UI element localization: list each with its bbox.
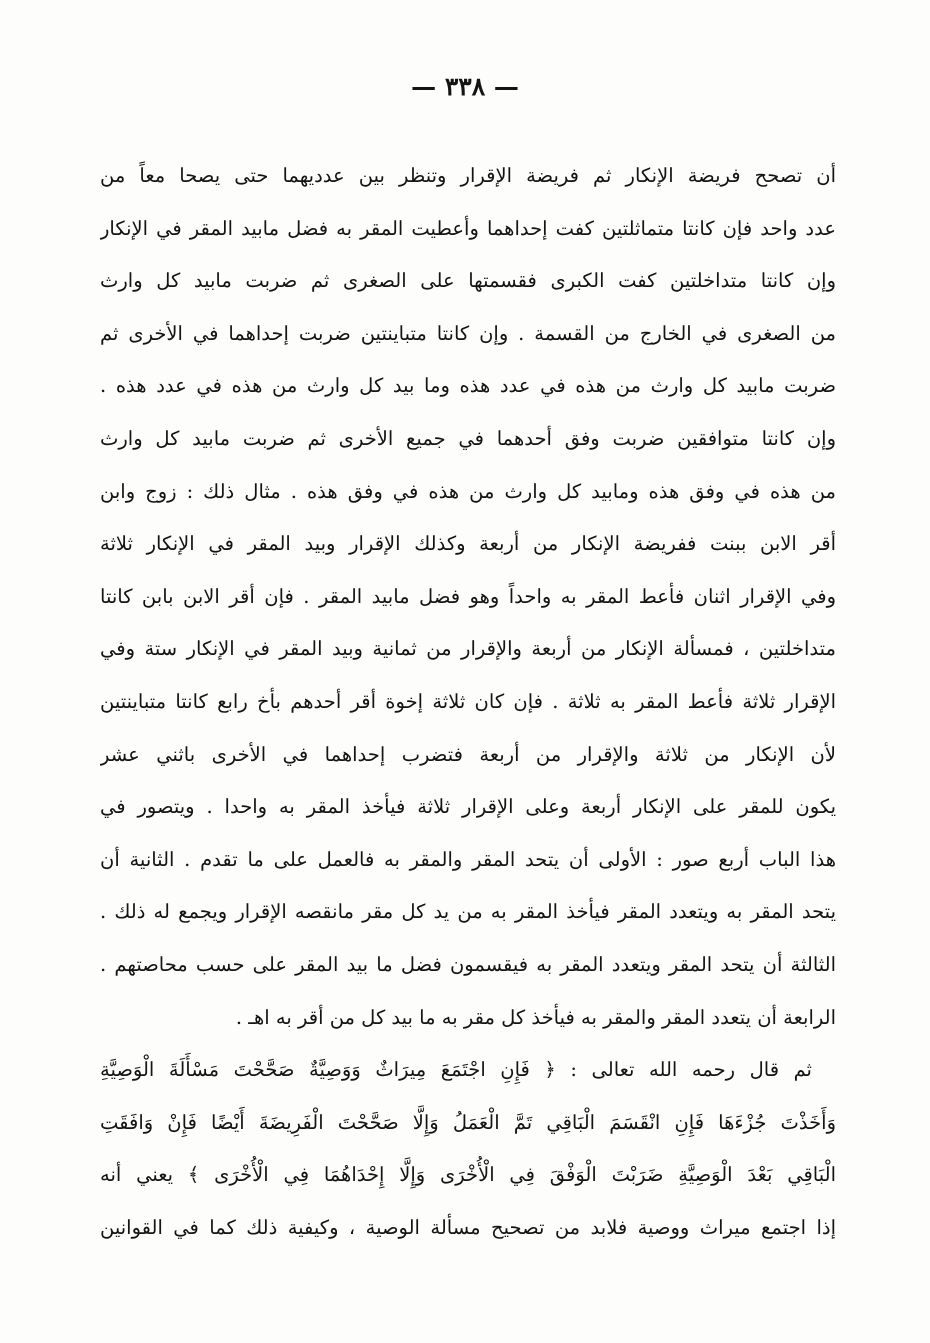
text-line: وَأَخَذْتَ جُزْءَهَا فَإِنِ انْقَسَمَ الْبَاقِي تَمَّ الْعَمَلُ وَإِلَّا صَحَّحْتَ الْفَرِيضَةَ أَيْضًا فَإِنْ وَافَقَتِ: [100, 1110, 836, 1134]
text-line: من هذه في وفق هذه ومابيد كل وارث من هذه في وفق هذه . مثال ذلك : زوج وابن: [100, 479, 836, 503]
text-line: ثم قال رحمه الله تعالى : ﴿ فَإِنِ اجْتَمَعَ مِيرَاثٌ وَوَصِيَّةٌ صَحَّحْتَ مَسْأَلَةَ الْوَصِيَّةِ: [100, 1058, 812, 1082]
text-line: يكون للمقر على الإنكار أربعة وعلى الإقرار ثلاثة فيأخذ المقر به واحدا . ويتصور في: [100, 795, 836, 819]
text-line: متداخلتين ، فمسألة الإنكار من أربعة والإقرار من ثمانية وبيد المقر في الإنكار ستة وفي: [100, 637, 836, 661]
page-number: — ٣٣٨ —: [411, 72, 519, 101]
text-line: أن تصحح فريضة الإنكار ثم فريضة الإقرار وتنظر بين عدديهما حتى يصحا معاً من: [100, 164, 836, 187]
text-line: يتحد المقر به ويتعدد المقر فيأخذ المقر به من يد كل مقر مانقصه الإقرار ويجمع له ذلك .: [100, 900, 836, 924]
text-line: وإن كانتا متوافقين ضربت وفق أحدهما في جميع الأخرى ثم ضربت مابيد كل وارث: [100, 426, 836, 450]
text-line: ضربت مابيد كل وارث من هذه في عدد هذه وما بيد كل وارث من هذه في عدد هذه .: [100, 374, 836, 398]
text-line: وإن كانتا متداخلتين كفت الكبرى فقسمتها على الصغرى ثم ضربت مابيد كل وارث: [100, 269, 836, 293]
text-line: وفي الإقرار اثنان فأعط المقر به واحداً وهو فضل مابيد المقر . فإن أقر الابن بابن كانتا: [100, 584, 836, 608]
text-line: عدد واحد فإن كانتا متماثلتين كفت إحداهما وأعطيت المقر به فضل مابيد المقر في الإنكار: [100, 216, 836, 240]
text-line: لأن الإنكار من ثلاثة والإقرار من أربعة فتضرب إحداهما في الأخرى باثني عشر: [100, 742, 836, 766]
text-line: الْبَاقِي بَعْدَ الْوَصِيَّةِ ضَرَبْتَ الْوَفْقَ فِي الْأُخْرَى وَإِلَّا إِحْدَاهُمَا فِي الْأُخْرَى ﴾ يعني أنه: [100, 1163, 836, 1187]
text-line: أقر الابن ببنت ففريضة الإنكار من أربعة وكذلك الإقرار وبيد المقر في الإنكار ثلاثة: [100, 532, 836, 556]
body-text: [100, 150, 836, 1254]
text-line: الرابعة أن يتعدد المقر والمقر به فيأخذ كل مقر به ما بيد كل من أقر به اهـ .: [235, 1005, 836, 1029]
text-line: إذا اجتمع ميراث ووصية فلابد من تصحيح مسألة الوصية ، وكيفية ذلك كما في القوانين: [100, 1215, 836, 1239]
text-line: هذا الباب أربع صور : الأولى أن يتحد المقر والمقر به فالعمل على ما تقدم . الثانية أن: [100, 847, 836, 871]
text-line: الثالثة أن يتحد المقر ويتعدد المقر به فيقسمون فضل ما بيد المقر على حسب محاصتهم .: [100, 952, 836, 976]
text-line: الإقرار ثلاثة فأعط المقر به ثلاثة . فإن كان ثلاثة إخوة أقر أحدهم بأخ رابع كانتا متباينتين: [100, 689, 836, 713]
text-line: من الصغرى في الخارج من القسمة . وإن كانتا متباينتين ضربت إحداهما في الأخرى ثم: [100, 321, 836, 345]
